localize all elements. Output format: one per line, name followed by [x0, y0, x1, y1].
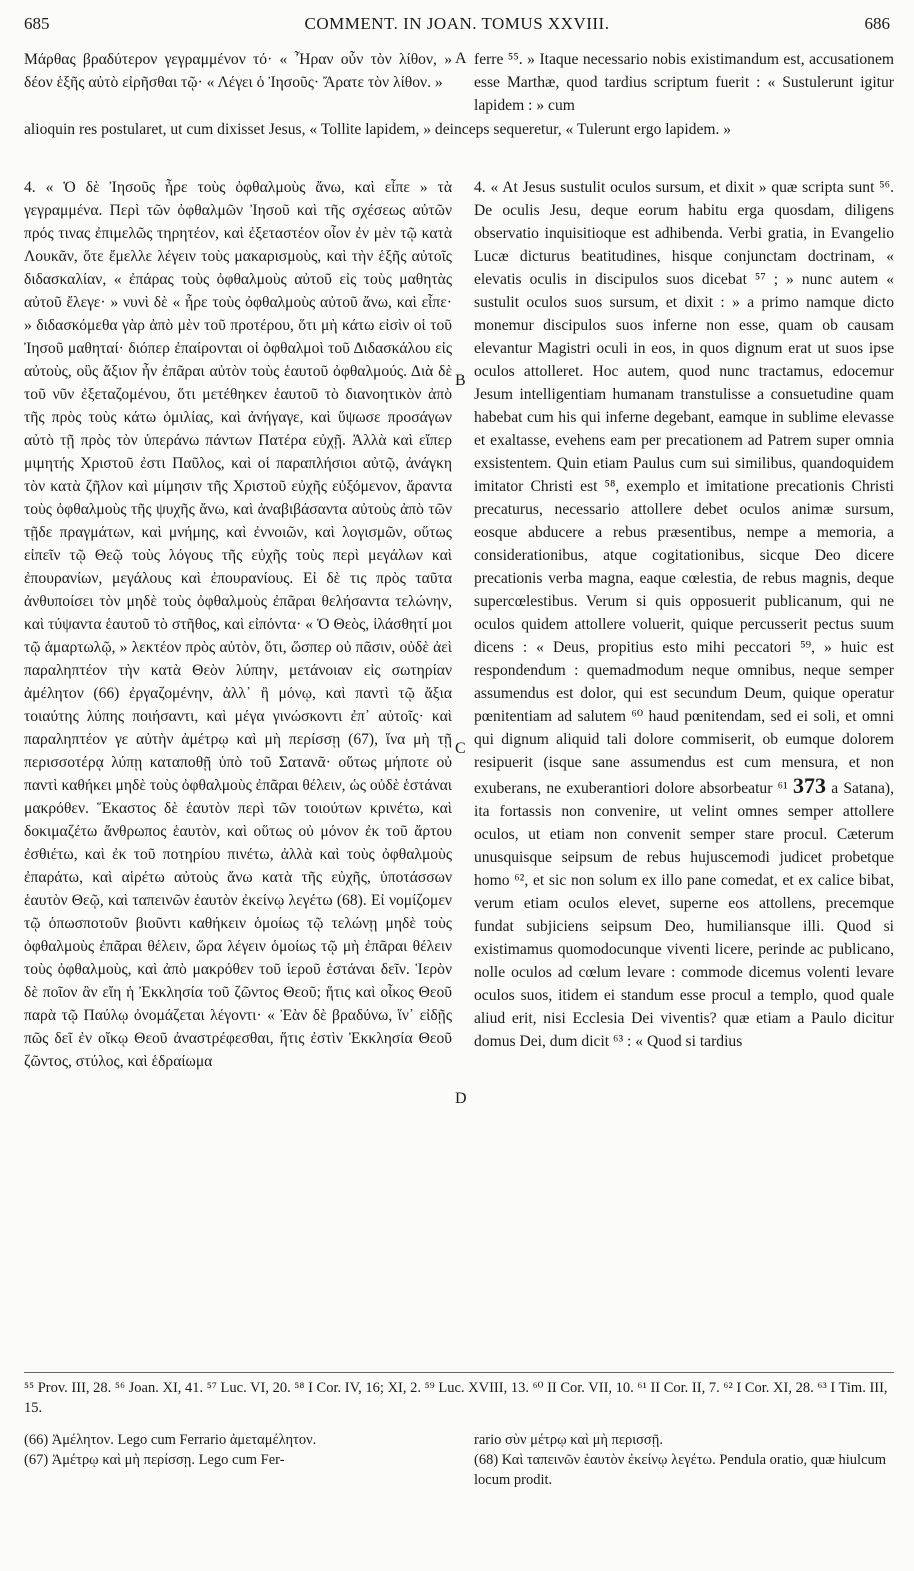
latin-top-paragraph: ferre ⁵⁵. » Itaque necessario nobis existimandum est, accusationem esse Marthæ, quod tardius scriptum fuerit : « Sustulerunt igitur lapidem : » cum [474, 51, 894, 114]
note-67-continued: rario σὺν μέτρῳ καὶ μὴ περισσῇ. [474, 1432, 663, 1448]
page-mark-number: 373 [792, 773, 826, 798]
margin-marker-c: C [455, 740, 466, 757]
running-title: COMMENT. IN JOAN. TOMUS XXVIII. [304, 14, 610, 33]
scripture-footnotes: ⁵⁵ Prov. III, 28. ⁵⁶ Joan. XI, 41. ⁵⁷ Luc. VI, 20. ⁵⁸ I Cor. IV, 16; XI, 2. ⁵⁹ Luc. XVIII, 13. ⁶⁰ II Cor. VII, 10. ⁶¹ II Cor. II, 7. ⁶² I Cor. XI, 28. ⁶³ I Tim. III, 15. [24, 1380, 888, 1416]
note-67: (67) Ἀμέτρῳ καὶ μὴ περίσσῃ. Lego cum Fer- [24, 1452, 285, 1468]
running-header [24, 14, 890, 38]
critical-notes-left [24, 1430, 452, 1470]
page-number-left: 685 [24, 14, 50, 33]
latin-body-column [474, 176, 894, 1053]
margin-marker-b: B [455, 372, 466, 389]
margin-marker-d: D [455, 1090, 467, 1107]
latin-body-part-a: 4. « At Jesus sustulit oculos sursum, et dixit » quæ scripta sunt ⁵⁶. De oculis Jesu, deque eorum habitu erga quosdam, diligens observatio inquisitioque est adhibenda. Verbi gratia, in Evangelio Lucæ dicturus beatitudines, hisque conjunctam doctrinam, « elevatis oculis in discipulos suos dicebat ⁵⁷ ; » nunc autem « sustulit oculos suos sursum, et dixit : » a primo namque dicto monemur discipulos suos inferne non esse, quam ob causam elevantur Magistri oculi in eos, in quos dignum erat ut suos ipse oculos attolleret. Hoc autem, quod nunc tractamus, edocemur Jesum intelligentiam humanam transtulisse a consuetudine quam habebat cum his qui inferne degebant, eamque in sublime elevasse et exaltasse, evehens eam per precationem ad Patrem super omnia exsistentem. Quin etiam Paulus cum sui similibus, quandoquidem imitator Christi est ⁵⁸, exemplo et imitatione precationis Christi precaturus, necessario attollere debet oculos animæ sursum, eosque abducere a rebus præsentibus, nempe a memoria, a considerationibus, atque cogitationibus, sicque Deo dicere precationis verba magna, eaque cœlestia, de rebus magnis, deque supercœlestibus. Verum si quis opposuerit publicanum, qui ne oculos quidem attollere voluerit, quique percusserit pectus suum dicens : « Deus, propitius esto mihi peccatori ⁵⁹, » huic est respondendum : quemadmodum neque omnibus, neque semper assumendus est dolor, qui est secundum Deum, quique operatur pœnitentiam ad salutem ⁶⁰ haud pœnitendam, sed ei soli, et omni qui dignum aliquid tali dolore commiserit, ob eumque dolorem resipuerit (isque sane assumendus est cum mensura, et non exuberans, ne exuberantiori dolore absorbeatur ⁶¹ [474, 179, 894, 797]
greek-body-column: 4. « Ὁ δὲ Ἰησοῦς ἦρε τοὺς ὀφθαλμοὺς ἄνω, καὶ εἶπε » τὰ γεγραμμένα. Περὶ τῶν ὀφθαλμῶν Ἰησοῦ καὶ τῆς σχέσεως αὐτῶν πρός τινας ἐπιμελῶς τηρητέον, καὶ ἐξεταστέον οἷον ἐν μὲν τῷ κατὰ Λουκᾶν, ὅτε ἔμελλε λέγειν τοὺς μακαρισμοὺς, καὶ τὴν ἑξῆς αὐτοῖς διδασκαλίαν, « ἐπάρας τοὺς ὀφθαλμοὺς αὐτοῦ εἰς τοὺς μαθητὰς αὐτοῦ ἔλεγε· » νυνὶ δὲ « ἦρε τοὺς ὀφθαλμοὺς αὐτοῦ ἄνω, καὶ εἶπε· » διδασκόμεθα γὰρ ἀπὸ μὲν τοῦ προτέρου, ὅτι μὴ κάτω εἰσὶν οἱ τοῦ Ἰησοῦ μαθηταί· διόπερ ἐπαίρονται οἱ ὀφθαλμοὶ τοῦ Διδασκάλου εἰς αὐτοὺς, οὓς ἄξιον ἦν ἐπᾶραι αὐτὸν τοὺς ἑαυτοῦ ὀφθαλμούς. Διὰ δὲ τοῦ νῦν ἐξεταζομένου, ὅτι μετέθηκεν ἑαυτοῦ τὸ διανοητικὸν ἀπὸ τῆς πρὸς τοὺς κάτω ὁμιλίας, καὶ ἀνήγαγε, καὶ ὕψωσε προσάγων αὐτὸ τῇ πρὸς τὸν ὑπεράνω πάντων Πατέρα εὐχῇ. Ἀλλὰ καὶ εἴπερ μιμητής Χριστοῦ ἐστι Παῦλος, καὶ οἱ παραπλήσιοι αὐτῷ, ἀνάγκη τὸν κατὰ ζῆλον καὶ μίμησιν τῆς Χριστοῦ εὐχῆς εὐξόμενον, ἄραντα τοὺς ὀφθαλμοὺς τῆς ψυχῆς ἄνω, καὶ ἀναβιβάσαντα αὐτοὺς ἀπὸ τῶν τῇδε πραγμάτων, καὶ μνήμης, καὶ ἐννοιῶν, καὶ λογισμῶν, οὕτως εἰπεῖν τῷ Θεῷ τοὺς λόγους τῆς εὐχῆς τοὺς περὶ μεγάλων καὶ ἐπουρανίων, μεγάλους καὶ ἐπουρανίους. Εἰ δὲ τις πρὸς ταῦτα ἀνθυποίσει τὸν μηδὲ τοὺς ὀφθαλμοὺς ἐπᾶραι θελήσαντα τελώνην, καὶ τύψαντα ἑαυτοῦ τὸ στῆθος, καὶ εἰπόντα· « Ὁ Θεὸς, ἱλάσθητί μοι τῷ ἁμαρτωλῷ, » λεκτέον πρὸς αὐτὸν, ὅτι, ὥσπερ οὐ πᾶσιν, οὐδὲ ἀεὶ παραληπτέον τὴν κατὰ Θεὸν λύπην, μετάνοιαν εἰς σωτηρίαν ἀμέλητον (66) ἐργαζομένην, ἀλλ᾽ ἢ μόνῳ, καὶ παντὶ τῷ ἄξια τοιαύτης λύπης ποιήσαντι, καὶ μέγα γινώσκοντι ἐπ᾽ αὐτοῖς· καὶ παραληπτέον γε αὐτὴν ἀμέτρῳ καὶ μὴ περίσσῃ (67), ἵνα μὴ τῇ περισσοτέρᾳ λύπῃ καταποθῇ ὑπὸ τοῦ Σατανᾶ· οὕτως μήποτε οὐ παντὶ καθήκει μηδὲ τοὺς ὀφθαλμοὺς ἐπᾶραι θέλειν, ὡς οὐδὲ ἑστάναι μακρόθεν. Ἕκαστος δὲ ἑαυτὸν περὶ τῶν τοιούτων κρινέτω, καὶ δοκιμαζέτω ἄνθρωπος ἑαυτὸν, καὶ οὕτως οὐ μόνον ἐκ τοῦ ἄρτου ἐσθιέτω, καὶ ἐκ τοῦ ποτηρίου πινέτω, ἀλλὰ καὶ τοὺς ὀφθαλμοὺς ἐπαράτω, καὶ αἱρέτω αὐτοὺς ἄνω κατὰ τῆς εὐχῆς, ὑποτάσσων ἑαυτὸν Θεῷ, καὶ ταπεινῶν ἑαυτὸν ἐκείνῳ λεγέτω (68). Εἰ νομίζομεν τῷ ὁπωσποτοῦν βιοῦντι καθήκειν ὁμοίως τῷ τελώνῃ μηδὲ τοὺς ὀφθαλμοὺς ἐπᾶραι θέλειν, ὥρα λέγειν ὁμοίως τῷ μὴ ἐπᾶραι θέλειν τοὺς ὀφθαλμοὺς, καὶ ἀπὸ μακρόθεν τοῦ ἱεροῦ ἑστάναι δεῖν. Ἱερὸν δὲ ποῖον ἂν εἴη ἡ Ἐκκλησία τοῦ ζῶντος Θεοῦ; ἥτις καὶ οἶκος Θεοῦ παρὰ τῷ Παύλῳ ὀνομάζεται λέγοντι· « Ἐὰν δὲ βραδύνω, ἵν᾽ εἰδῇς πῶς δεῖ ἐν οἴκῳ Θεοῦ ἀναστρέφεσθαι, ἥτις ἐστὶν Ἐκκλησία Θεοῦ ζῶντος, στύλος, καὶ ἑδραίωμα [24, 179, 452, 1070]
page-number-right: 686 [864, 14, 890, 33]
footnote-divider [24, 1372, 894, 1373]
full-width-paragraph: alioquin res postularet, ut cum dixisset Jesus, « Tollite lapidem, » deinceps sequeretur, « Tulerunt ergo lapidem. » [24, 121, 732, 138]
note-68: (68) Καὶ ταπεινῶν ἑαυτὸν ἐκείνῳ λεγέτω. Pendula oratio, quæ hiulcum locum prodit. [474, 1452, 887, 1488]
note-66: (66) Ἀμέλητον. Lego cum Ferrario ἀμεταμέλητον. [24, 1432, 317, 1448]
margin-marker-a: A [455, 50, 467, 67]
latin-body-part-b: a Satana), ita fortassis non convenire, ut velint omnes semper attollere oculos, ut etiam non convenit semper stare procul. Cæterum unusquisque seipsum de rebus hujuscemodi judicet probetque homo ⁶², et sic non solum ex illo pane comedat, et ex calice bibat, verum etiam oculos elevet, superne eos attollens, precemque fundat subjiciens seipsum Deo, humiliansque illi. Quod si existimamus quomodocunque viventi licere, perinde ac publicano, nolle oculos ad cœlum levare : commode dicemus volenti levare oculos suos, itidem ei standum esse procul a templo, quod quale aliud erit, nisi Ecclesia Dei viventis? quæ etiam a Paulo dicitur domus Dei, dum dicit ⁶³ : « Quod si tardius [474, 780, 894, 1050]
greek-top-paragraph: Μάρθας βραδύτερον γεγραμμένον τό· « Ἦραν οὖν τὸν λίθον, » δέον ἑξῆς αὐτὸ εἰρῆσθαι τῷ· « Λέγει ὁ Ἰησοῦς· Ἄρατε τὸν λίθον. » [24, 51, 452, 91]
critical-notes-right [474, 1430, 894, 1490]
